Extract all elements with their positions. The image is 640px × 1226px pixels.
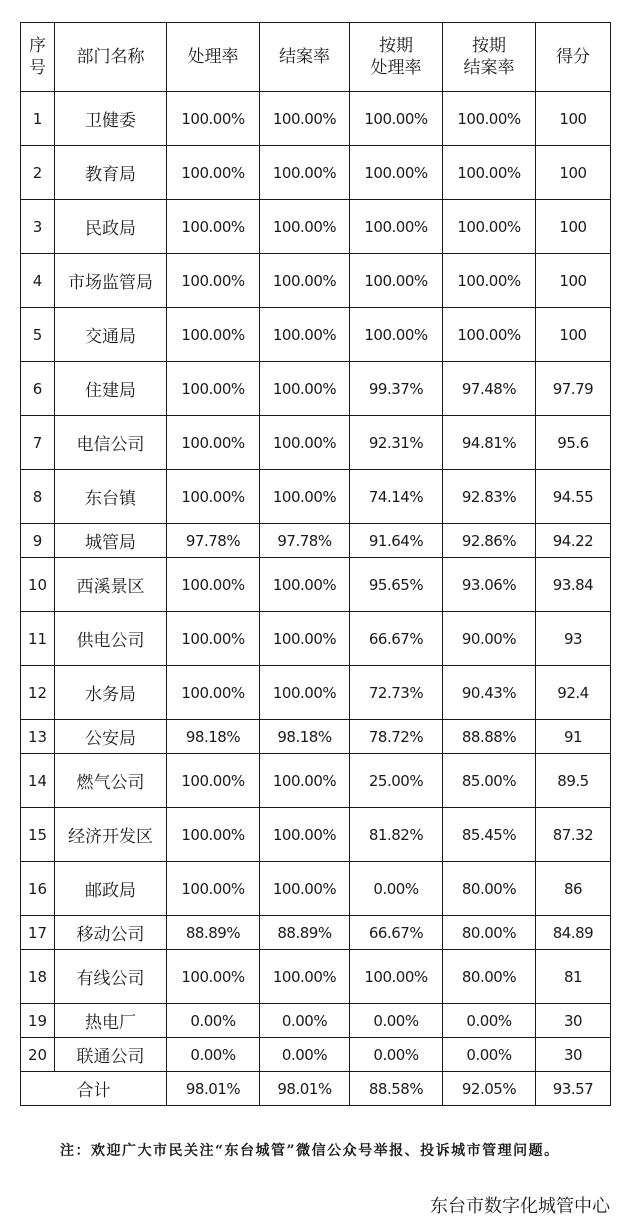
dept-cell: 水务局 [55,666,167,720]
ontime-close-cell: 80.00% [443,950,536,1004]
ontime-handle-cell: 25.00% [350,754,443,808]
handle-rate-cell: 97.78% [167,524,260,558]
seq-cell: 2 [21,146,55,200]
header-ontime-close: 按期 结案率 [443,23,536,92]
ontime-close-cell: 100.00% [443,146,536,200]
seq-cell: 12 [21,666,55,720]
seq-cell: 20 [21,1038,55,1072]
table-row [21,862,611,916]
ontime-handle-cell: 99.37% [350,362,443,416]
close-rate-cell: 0.00% [260,1038,350,1072]
ontime-handle-cell: 95.65% [350,558,443,612]
handle-rate-cell: 100.00% [167,666,260,720]
table-row [21,146,611,200]
score-cell: 100 [536,308,611,362]
handle-rate-cell: 100.00% [167,254,260,308]
seq-cell: 8 [21,470,55,524]
score-cell: 87.32 [536,808,611,862]
close-rate-cell: 100.00% [260,146,350,200]
ontime-close-cell: 90.00% [443,612,536,666]
seq-cell: 15 [21,808,55,862]
dept-cell: 民政局 [55,200,167,254]
close-rate-cell: 100.00% [260,754,350,808]
close-rate-cell: 88.89% [260,916,350,950]
score-cell: 100 [536,200,611,254]
ontime-handle-cell: 91.64% [350,524,443,558]
header-seq: 序 号 [21,23,55,92]
handle-rate-cell: 100.00% [167,612,260,666]
signature: 东台市数字化城管中心 [430,1196,610,1217]
dept-cell: 燃气公司 [55,754,167,808]
ontime-close-cell: 85.00% [443,754,536,808]
ontime-close-cell: 88.88% [443,720,536,754]
close-rate-cell: 100.00% [260,200,350,254]
close-rate-cell: 100.00% [260,558,350,612]
handle-rate-cell: 100.00% [167,808,260,862]
score-cell: 93.84 [536,558,611,612]
dept-cell: 东台镇 [55,470,167,524]
close-rate-cell: 97.78% [260,524,350,558]
header-close-rate: 结案率 [260,23,350,92]
close-rate-cell: 0.00% [260,1004,350,1038]
handle-rate-cell: 100.00% [167,470,260,524]
seq-cell: 17 [21,916,55,950]
handle-rate-cell: 100.00% [167,92,260,146]
ontime-handle-cell: 92.31% [350,416,443,470]
score-cell: 95.6 [536,416,611,470]
close-rate-cell: 100.00% [260,362,350,416]
dept-cell: 邮政局 [55,862,167,916]
score-cell: 94.22 [536,524,611,558]
header-score: 得分 [536,23,611,92]
ontime-handle-cell: 100.00% [350,950,443,1004]
handle-rate-cell: 100.00% [167,558,260,612]
table-row [21,254,611,308]
score-cell: 30 [536,1004,611,1038]
score-cell: 81 [536,950,611,1004]
ontime-handle-cell: 81.82% [350,808,443,862]
seq-cell: 1 [21,92,55,146]
handle-rate-cell: 100.00% [167,362,260,416]
dept-cell: 市场监管局 [55,254,167,308]
score-cell: 93.57 [536,1072,611,1106]
close-rate-cell: 100.00% [260,416,350,470]
dept-cell: 经济开发区 [55,808,167,862]
dept-cell: 供电公司 [55,612,167,666]
header-dept: 部门名称 [55,23,167,92]
ontime-handle-cell: 0.00% [350,862,443,916]
handle-rate-cell: 0.00% [167,1038,260,1072]
ontime-handle-cell: 74.14% [350,470,443,524]
handle-rate-cell: 88.89% [167,916,260,950]
table-row [21,950,611,1004]
seq-cell: 3 [21,200,55,254]
ontime-handle-cell: 0.00% [350,1038,443,1072]
ontime-close-cell: 85.45% [443,808,536,862]
ontime-close-cell: 100.00% [443,308,536,362]
table-row [21,1038,611,1072]
seq-cell: 4 [21,254,55,308]
total-label: 合计 [21,1072,167,1106]
ontime-handle-cell: 78.72% [350,720,443,754]
ontime-close-cell: 0.00% [443,1004,536,1038]
seq-cell: 19 [21,1004,55,1038]
ontime-close-cell: 94.81% [443,416,536,470]
seq-cell: 10 [21,558,55,612]
ontime-handle-cell: 100.00% [350,92,443,146]
seq-cell: 16 [21,862,55,916]
table-row [21,666,611,720]
ontime-handle-cell: 72.73% [350,666,443,720]
handle-rate-cell: 100.00% [167,200,260,254]
handle-rate-cell: 98.01% [167,1072,260,1106]
table-row [21,558,611,612]
ontime-close-cell: 97.48% [443,362,536,416]
table-row [21,362,611,416]
score-cell: 100 [536,254,611,308]
close-rate-cell: 100.00% [260,612,350,666]
seq-cell: 18 [21,950,55,1004]
close-rate-cell: 100.00% [260,808,350,862]
handle-rate-cell: 100.00% [167,308,260,362]
score-cell: 89.5 [536,754,611,808]
score-cell: 30 [536,1038,611,1072]
dept-cell: 移动公司 [55,916,167,950]
score-cell: 91 [536,720,611,754]
seq-cell: 14 [21,754,55,808]
handle-rate-cell: 100.00% [167,416,260,470]
table-row [21,720,611,754]
close-rate-cell: 100.00% [260,470,350,524]
dept-cell: 卫健委 [55,92,167,146]
handle-rate-cell: 100.00% [167,862,260,916]
dept-cell: 联通公司 [55,1038,167,1072]
handle-rate-cell: 0.00% [167,1004,260,1038]
dept-cell: 教育局 [55,146,167,200]
table-row [21,416,611,470]
total-row [21,1072,611,1106]
ontime-handle-cell: 100.00% [350,200,443,254]
ontime-close-cell: 0.00% [443,1038,536,1072]
table-row [21,308,611,362]
header-handle-rate: 处理率 [167,23,260,92]
table-row [21,92,611,146]
table-row [21,524,611,558]
seq-cell: 7 [21,416,55,470]
table-row [21,754,611,808]
table-row [21,1004,611,1038]
ontime-close-cell: 80.00% [443,862,536,916]
handle-rate-cell: 98.18% [167,720,260,754]
score-cell: 94.55 [536,470,611,524]
seq-cell: 9 [21,524,55,558]
ontime-handle-cell: 88.58% [350,1072,443,1106]
seq-cell: 11 [21,612,55,666]
handle-rate-cell: 100.00% [167,146,260,200]
dept-cell: 交通局 [55,308,167,362]
handle-rate-cell: 100.00% [167,754,260,808]
score-cell: 86 [536,862,611,916]
ontime-close-cell: 92.83% [443,470,536,524]
table-row [21,612,611,666]
score-cell: 100 [536,146,611,200]
close-rate-cell: 100.00% [260,950,350,1004]
header-ontime-handle: 按期 处理率 [350,23,443,92]
score-cell: 93 [536,612,611,666]
ontime-close-cell: 90.43% [443,666,536,720]
close-rate-cell: 100.00% [260,862,350,916]
dept-cell: 公安局 [55,720,167,754]
ontime-close-cell: 92.05% [443,1072,536,1106]
score-table [20,22,611,1106]
score-cell: 97.79 [536,362,611,416]
dept-cell: 电信公司 [55,416,167,470]
table-row [21,916,611,950]
table-row [21,200,611,254]
close-rate-cell: 100.00% [260,92,350,146]
ontime-handle-cell: 100.00% [350,146,443,200]
close-rate-cell: 98.18% [260,720,350,754]
ontime-handle-cell: 100.00% [350,254,443,308]
ontime-handle-cell: 100.00% [350,308,443,362]
table-body [21,92,611,1106]
seq-cell: 13 [21,720,55,754]
dept-cell: 西溪景区 [55,558,167,612]
ontime-close-cell: 92.86% [443,524,536,558]
ontime-handle-cell: 66.67% [350,916,443,950]
score-cell: 92.4 [536,666,611,720]
ontime-handle-cell: 66.67% [350,612,443,666]
dept-cell: 有线公司 [55,950,167,1004]
table-row [21,808,611,862]
seq-cell: 5 [21,308,55,362]
table-row [21,470,611,524]
close-rate-cell: 98.01% [260,1072,350,1106]
score-cell: 84.89 [536,916,611,950]
dept-cell: 住建局 [55,362,167,416]
ontime-handle-cell: 0.00% [350,1004,443,1038]
close-rate-cell: 100.00% [260,254,350,308]
ontime-close-cell: 100.00% [443,254,536,308]
dept-cell: 热电厂 [55,1004,167,1038]
score-cell: 100 [536,92,611,146]
footnote: 注：欢迎广大市民关注“东台城管”微信公众号举报、投诉城市管理问题。 [60,1143,560,1159]
ontime-close-cell: 80.00% [443,916,536,950]
ontime-close-cell: 100.00% [443,200,536,254]
ontime-close-cell: 100.00% [443,92,536,146]
close-rate-cell: 100.00% [260,308,350,362]
seq-cell: 6 [21,362,55,416]
header-row [21,23,611,92]
dept-cell: 城管局 [55,524,167,558]
handle-rate-cell: 100.00% [167,950,260,1004]
close-rate-cell: 100.00% [260,666,350,720]
ontime-close-cell: 93.06% [443,558,536,612]
